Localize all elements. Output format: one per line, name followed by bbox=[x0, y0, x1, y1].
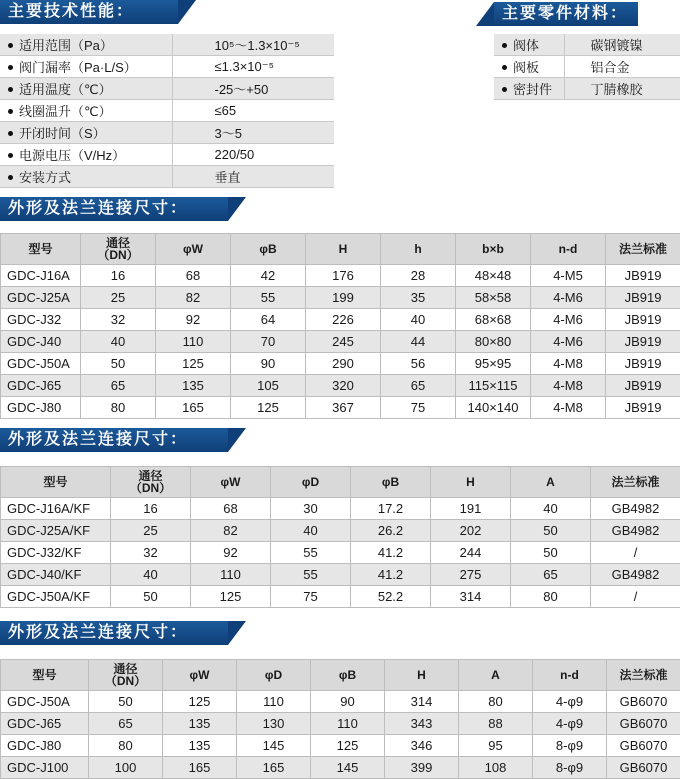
table-cell: 64 bbox=[231, 309, 306, 331]
table-cell: 48×48 bbox=[456, 265, 531, 287]
column-header-label: φW bbox=[183, 242, 203, 256]
table-cell: GB6070 bbox=[607, 757, 680, 779]
tech_perf-label-cell bbox=[0, 34, 172, 56]
table-cell: 42 bbox=[231, 265, 306, 287]
table-cell: 41.2 bbox=[351, 542, 431, 564]
table-cell: GB6070 bbox=[607, 691, 680, 713]
table-cell: 367 bbox=[306, 397, 381, 419]
column-header bbox=[271, 467, 351, 498]
bullet-icon bbox=[8, 175, 13, 180]
column-header bbox=[231, 234, 306, 265]
column-header bbox=[533, 660, 607, 691]
tech_perf-label: 安装方式 bbox=[19, 170, 71, 185]
column-header bbox=[385, 660, 459, 691]
table-cell: 4-φ9 bbox=[533, 713, 607, 735]
table-cell: 25 bbox=[111, 520, 191, 542]
tech_perf-label-cell bbox=[0, 122, 172, 144]
table-cell: 65 bbox=[511, 564, 591, 586]
column-header bbox=[191, 467, 271, 498]
table-cell: JB919 bbox=[606, 353, 680, 375]
bullet-icon bbox=[502, 43, 507, 48]
table-cell: 226 bbox=[306, 309, 381, 331]
tech_perf-row bbox=[0, 144, 334, 166]
table-cell: JB919 bbox=[606, 375, 680, 397]
table-cell: 125 bbox=[163, 691, 237, 713]
column-header bbox=[1, 234, 81, 265]
column-header bbox=[607, 660, 680, 691]
materials-row bbox=[494, 56, 680, 78]
table-row bbox=[1, 265, 680, 287]
column-header bbox=[456, 234, 531, 265]
table-cell: 40 bbox=[381, 309, 456, 331]
table-row bbox=[1, 735, 680, 757]
table-row bbox=[1, 713, 680, 735]
table-row bbox=[1, 586, 680, 608]
tech-perf-title: 主要技术性能： bbox=[8, 3, 134, 20]
column-header-label: H bbox=[417, 668, 426, 682]
column-header bbox=[1, 467, 111, 498]
table-cell: JB919 bbox=[606, 331, 680, 353]
table-cell: 125 bbox=[191, 586, 271, 608]
bullet-icon bbox=[502, 65, 507, 70]
column-header-label: A bbox=[546, 475, 555, 489]
column-header-label: A bbox=[491, 668, 500, 682]
table-cell: 4-M6 bbox=[531, 287, 606, 309]
table-cell: 110 bbox=[237, 691, 311, 713]
table-cell: 80×80 bbox=[456, 331, 531, 353]
dim-title-1: 外形及法兰连接尺寸： bbox=[8, 200, 188, 217]
column-header-label: n-d bbox=[560, 668, 579, 682]
column-header-label: φB bbox=[259, 242, 276, 256]
column-header-label: n-d bbox=[559, 242, 578, 256]
table-cell: 95×95 bbox=[456, 353, 531, 375]
column-header-label: 通径 （DN） bbox=[105, 662, 146, 688]
table-cell: 145 bbox=[311, 757, 385, 779]
table-cell: 95 bbox=[459, 735, 533, 757]
table-cell: 346 bbox=[385, 735, 459, 757]
table-cell: 314 bbox=[385, 691, 459, 713]
table-cell: 55 bbox=[231, 287, 306, 309]
column-header-label: 型号 bbox=[32, 668, 56, 682]
materials-label-cell bbox=[494, 34, 564, 56]
table-cell: 32 bbox=[81, 309, 156, 331]
table-cell: GDC-J80 bbox=[1, 397, 81, 419]
table-cell: 115×115 bbox=[456, 375, 531, 397]
tech_perf-label: 适用温度（℃） bbox=[19, 82, 112, 97]
table-cell: 32 bbox=[111, 542, 191, 564]
column-header-label: φB bbox=[339, 668, 356, 682]
column-header bbox=[311, 660, 385, 691]
table-cell: 4-φ9 bbox=[533, 691, 607, 713]
tech_perf-row bbox=[0, 100, 334, 122]
column-header bbox=[306, 234, 381, 265]
table-cell: 55 bbox=[271, 542, 351, 564]
table-cell: 275 bbox=[431, 564, 511, 586]
tech_perf-label-cell bbox=[0, 56, 172, 78]
table-cell: 75 bbox=[271, 586, 351, 608]
table-cell: 75 bbox=[381, 397, 456, 419]
table-cell: 110 bbox=[311, 713, 385, 735]
tech_perf-label-cell bbox=[0, 166, 172, 188]
table-row bbox=[1, 287, 680, 309]
table-row bbox=[1, 397, 680, 419]
bullet-icon bbox=[8, 65, 13, 70]
table-cell: 125 bbox=[311, 735, 385, 757]
table-cell: GDC-J50A bbox=[1, 691, 89, 713]
column-header bbox=[111, 467, 191, 498]
table-cell: GB6070 bbox=[607, 713, 680, 735]
table-cell: 343 bbox=[385, 713, 459, 735]
table-cell: 244 bbox=[431, 542, 511, 564]
table-cell: / bbox=[591, 542, 680, 564]
table-cell: 80 bbox=[89, 735, 163, 757]
tech_perf-value: -25～+50 bbox=[172, 78, 334, 100]
column-header-label: 法兰标准 bbox=[619, 242, 667, 256]
table-row bbox=[1, 542, 680, 564]
table-cell: 90 bbox=[231, 353, 306, 375]
column-header bbox=[163, 660, 237, 691]
table-cell: 135 bbox=[163, 735, 237, 757]
tech-perf-table bbox=[0, 34, 334, 188]
materials-value: 碳钢镀镍 bbox=[564, 34, 680, 56]
table-cell: 4-M8 bbox=[531, 375, 606, 397]
column-header-label: 型号 bbox=[43, 475, 67, 489]
table-cell: 110 bbox=[156, 331, 231, 353]
table-cell: 90 bbox=[311, 691, 385, 713]
bullet-icon bbox=[8, 131, 13, 136]
table-cell: 68×68 bbox=[456, 309, 531, 331]
table-cell: GDC-J65 bbox=[1, 713, 89, 735]
table-cell: 92 bbox=[191, 542, 271, 564]
table-cell: 130 bbox=[237, 713, 311, 735]
bullet-icon bbox=[8, 153, 13, 158]
table-cell: 68 bbox=[156, 265, 231, 287]
table-cell: 35 bbox=[381, 287, 456, 309]
table-cell: GDC-J50A/KF bbox=[1, 586, 111, 608]
materials-label: 阀板 bbox=[513, 60, 539, 75]
column-header bbox=[511, 467, 591, 498]
column-header bbox=[351, 467, 431, 498]
table-cell: 17.2 bbox=[351, 498, 431, 520]
bullet-icon bbox=[502, 87, 507, 92]
table-row bbox=[1, 331, 680, 353]
table-cell: 41.2 bbox=[351, 564, 431, 586]
table-cell: GB4982 bbox=[591, 520, 680, 542]
table-cell: 52.2 bbox=[351, 586, 431, 608]
table-cell: GDC-J25A/KF bbox=[1, 520, 111, 542]
table-cell: 80 bbox=[511, 586, 591, 608]
bullet-icon bbox=[8, 43, 13, 48]
table-cell: 165 bbox=[163, 757, 237, 779]
table-cell: 40 bbox=[511, 498, 591, 520]
table-cell: 165 bbox=[237, 757, 311, 779]
table-row bbox=[1, 353, 680, 375]
table-cell: 58×58 bbox=[456, 287, 531, 309]
table-row bbox=[1, 375, 680, 397]
table-cell: 125 bbox=[156, 353, 231, 375]
table-cell: 80 bbox=[81, 397, 156, 419]
column-header-label: φW bbox=[221, 475, 241, 489]
table-cell: 191 bbox=[431, 498, 511, 520]
column-header bbox=[237, 660, 311, 691]
table-cell: 65 bbox=[381, 375, 456, 397]
table-cell: GDC-J40/KF bbox=[1, 564, 111, 586]
table-cell: 56 bbox=[381, 353, 456, 375]
table-cell: 92 bbox=[156, 309, 231, 331]
column-header-label: 通径 （DN） bbox=[130, 469, 171, 495]
table-row bbox=[1, 309, 680, 331]
dimension-table-1 bbox=[0, 233, 680, 419]
table-cell: 245 bbox=[306, 331, 381, 353]
table-cell: GB4982 bbox=[591, 498, 680, 520]
tech_perf-value: 3～5 bbox=[172, 122, 334, 144]
table-row bbox=[1, 498, 680, 520]
column-header-label: h bbox=[414, 242, 421, 256]
table-cell: 320 bbox=[306, 375, 381, 397]
column-header bbox=[89, 660, 163, 691]
materials-table bbox=[494, 34, 680, 100]
column-header-label: 型号 bbox=[28, 242, 52, 256]
table-cell: GDC-J16A/KF bbox=[1, 498, 111, 520]
table-cell: 16 bbox=[111, 498, 191, 520]
bullet-icon bbox=[8, 109, 13, 114]
table-row bbox=[1, 564, 680, 586]
tech_perf-row bbox=[0, 122, 334, 144]
tech_perf-row bbox=[0, 166, 334, 188]
table-cell: JB919 bbox=[606, 287, 680, 309]
table-cell: 100 bbox=[89, 757, 163, 779]
column-header-label: φD bbox=[302, 475, 319, 489]
table-cell: 140×140 bbox=[456, 397, 531, 419]
table-cell: 4-M6 bbox=[531, 331, 606, 353]
table-cell: GDC-J32 bbox=[1, 309, 81, 331]
table-cell: 40 bbox=[81, 331, 156, 353]
table-cell: 4-M8 bbox=[531, 353, 606, 375]
table-cell: 165 bbox=[156, 397, 231, 419]
table-cell: GDC-J80 bbox=[1, 735, 89, 757]
table-cell: 40 bbox=[111, 564, 191, 586]
column-header-label: b×b bbox=[482, 242, 504, 256]
column-header-label: 法兰标准 bbox=[611, 475, 659, 489]
table-cell: 70 bbox=[231, 331, 306, 353]
materials-label: 密封件 bbox=[513, 82, 552, 97]
table-cell: 16 bbox=[81, 265, 156, 287]
tech_perf-value: 220/50 bbox=[172, 144, 334, 166]
table-cell: 105 bbox=[231, 375, 306, 397]
dim-title-2: 外形及法兰连接尺寸： bbox=[8, 431, 188, 448]
column-header bbox=[591, 467, 680, 498]
table-cell: 28 bbox=[381, 265, 456, 287]
materials-value: 丁腈橡胶 bbox=[564, 78, 680, 100]
table-cell: 4-M6 bbox=[531, 309, 606, 331]
table-cell: 82 bbox=[156, 287, 231, 309]
tech_perf-label-cell bbox=[0, 78, 172, 100]
column-header bbox=[1, 660, 89, 691]
table-cell: 68 bbox=[191, 498, 271, 520]
table-cell: 44 bbox=[381, 331, 456, 353]
table-cell: GB4982 bbox=[591, 564, 680, 586]
bullet-icon bbox=[8, 87, 13, 92]
column-header bbox=[381, 234, 456, 265]
table-cell: 314 bbox=[431, 586, 511, 608]
column-header-label: φW bbox=[190, 668, 210, 682]
materials-value: 铝合金 bbox=[564, 56, 680, 78]
table-cell: 135 bbox=[163, 713, 237, 735]
tech_perf-label: 阀门漏率（Pa·L/S） bbox=[19, 60, 137, 75]
table-cell: 40 bbox=[271, 520, 351, 542]
table-cell: JB919 bbox=[606, 265, 680, 287]
table-cell: 25 bbox=[81, 287, 156, 309]
column-header-label: 通径 （DN） bbox=[97, 236, 138, 262]
table-cell: 145 bbox=[237, 735, 311, 757]
column-header-label: H bbox=[339, 242, 348, 256]
tech_perf-row bbox=[0, 34, 334, 56]
tech_perf-row bbox=[0, 56, 334, 78]
table-cell: GDC-J65 bbox=[1, 375, 81, 397]
table-cell: GB6070 bbox=[607, 735, 680, 757]
table-cell: 108 bbox=[459, 757, 533, 779]
table-cell: 399 bbox=[385, 757, 459, 779]
table-cell: 50 bbox=[89, 691, 163, 713]
table-cell: 199 bbox=[306, 287, 381, 309]
column-header-label: φD bbox=[265, 668, 282, 682]
dim-banner-3 bbox=[0, 621, 228, 645]
tech_perf-value: ≤1.3×10⁻⁵ bbox=[172, 56, 334, 78]
tech_perf-value: ≤65 bbox=[172, 100, 334, 122]
table-cell: GDC-J16A bbox=[1, 265, 81, 287]
table-cell: GDC-J32/KF bbox=[1, 542, 111, 564]
tech-perf-banner bbox=[0, 0, 178, 24]
column-header-label: 法兰标准 bbox=[619, 668, 667, 682]
table-cell: 176 bbox=[306, 265, 381, 287]
table-cell: JB919 bbox=[606, 397, 680, 419]
table-cell: 8-φ9 bbox=[533, 757, 607, 779]
table-cell: 50 bbox=[111, 586, 191, 608]
tech_perf-value: 垂直 bbox=[172, 166, 334, 188]
table-cell: 8-φ9 bbox=[533, 735, 607, 757]
table-cell: 55 bbox=[271, 564, 351, 586]
materials-label-cell bbox=[494, 56, 564, 78]
table-cell: 82 bbox=[191, 520, 271, 542]
materials-title: 主要零件材料： bbox=[502, 5, 628, 22]
table-cell: GDC-J100 bbox=[1, 757, 89, 779]
tech_perf-label: 电源电压（V/Hz） bbox=[19, 148, 125, 163]
table-cell: 65 bbox=[81, 375, 156, 397]
column-header bbox=[81, 234, 156, 265]
table-cell: 4-M5 bbox=[531, 265, 606, 287]
tech_perf-label: 适用范围（Pa） bbox=[19, 38, 113, 53]
column-header-label: φB bbox=[382, 475, 399, 489]
materials-row bbox=[494, 34, 680, 56]
column-header bbox=[606, 234, 680, 265]
table-cell: 65 bbox=[89, 713, 163, 735]
tech_perf-label: 线圈温升（℃） bbox=[19, 104, 112, 119]
tech_perf-label-cell bbox=[0, 144, 172, 166]
table-cell: GDC-J40 bbox=[1, 331, 81, 353]
tech_perf-row bbox=[0, 78, 334, 100]
table-row bbox=[1, 520, 680, 542]
table-cell: 50 bbox=[81, 353, 156, 375]
table-row bbox=[1, 757, 680, 779]
table-cell: GDC-J50A bbox=[1, 353, 81, 375]
table-cell: GDC-J25A bbox=[1, 287, 81, 309]
dim-title-3: 外形及法兰连接尺寸： bbox=[8, 624, 188, 641]
column-header-label: H bbox=[466, 475, 475, 489]
table-row bbox=[1, 691, 680, 713]
table-cell: 110 bbox=[191, 564, 271, 586]
materials-row bbox=[494, 78, 680, 100]
dimension-table-3 bbox=[0, 659, 680, 779]
table-cell: 88 bbox=[459, 713, 533, 735]
table-cell: 80 bbox=[459, 691, 533, 713]
column-header bbox=[431, 467, 511, 498]
table-cell: 290 bbox=[306, 353, 381, 375]
column-header bbox=[156, 234, 231, 265]
table-cell: 50 bbox=[511, 542, 591, 564]
dimension-table-2 bbox=[0, 466, 680, 608]
tech_perf-value: 10⁵～1.3×10⁻⁵ bbox=[172, 34, 334, 56]
table-cell: 135 bbox=[156, 375, 231, 397]
tech_perf-label: 开闭时间（S） bbox=[19, 126, 106, 141]
dim-banner-1 bbox=[0, 197, 228, 221]
table-cell: JB919 bbox=[606, 309, 680, 331]
table-cell: 26.2 bbox=[351, 520, 431, 542]
materials-banner bbox=[494, 2, 638, 26]
materials-label: 阀体 bbox=[513, 38, 539, 53]
table-cell: 50 bbox=[511, 520, 591, 542]
column-header bbox=[459, 660, 533, 691]
tech_perf-label-cell bbox=[0, 100, 172, 122]
table-cell: 202 bbox=[431, 520, 511, 542]
table-cell: 125 bbox=[231, 397, 306, 419]
materials-label-cell bbox=[494, 78, 564, 100]
dim-banner-2 bbox=[0, 428, 228, 452]
table-cell: / bbox=[591, 586, 680, 608]
table-cell: 30 bbox=[271, 498, 351, 520]
table-cell: 4-M8 bbox=[531, 397, 606, 419]
column-header bbox=[531, 234, 606, 265]
